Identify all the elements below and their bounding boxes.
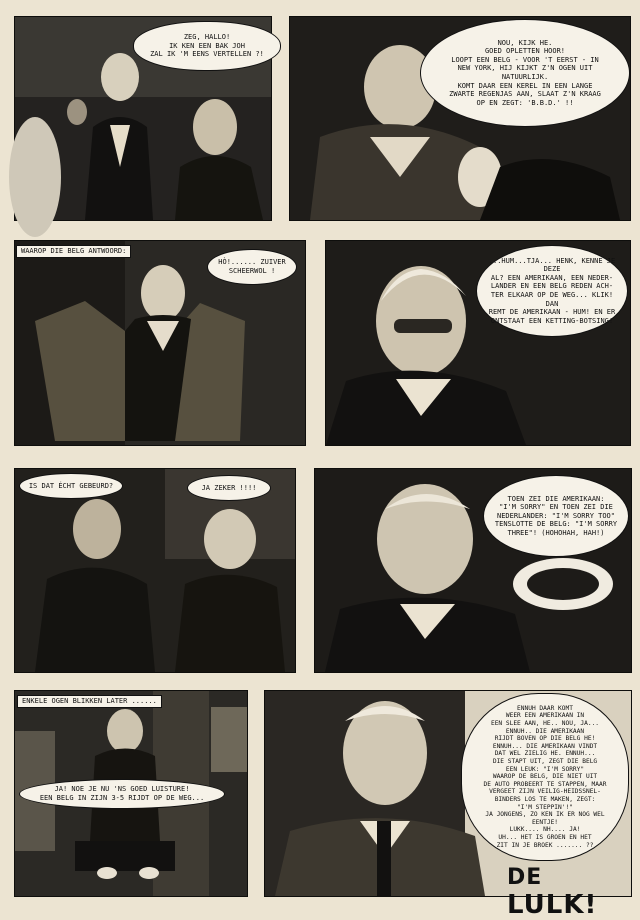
panel-4-photo [325, 240, 631, 446]
speech-bubble: ...HUM...TJA... HENK, KENNE DEZE AL? EEN AMERIKAAN, EEN NEDER- LANDER EN EEN BELG REDEN ACH- TER ELKAAR OP DE WEG... KLIK! DAN REMT DE AMERIKAAN - HUM! EN ER ONTSTAAT EEN KETTING-BOTSING! [476, 245, 628, 337]
narration-caption: WAAROP DIE BELG ANTWOORD: [16, 245, 131, 258]
speech-bubble: HÒ!...... ZUIVER SCHEERWOL ! [207, 249, 297, 285]
panel-5-photo [14, 468, 296, 673]
panel-7-photo [14, 690, 248, 897]
speech-bubble: ENNUH DAAR KOMT WEER EEN AMERIKAAN IN EEN SLEE AAN, HE.. NOU, JA... ENNUH.. DIE AMERIKAAN RIJDT BOVEN OP DIE BELG HE! ENNUH... DIE AMERIKAAN VINDT DAT WEL ZIELIG HE. ENNUH... DIE STAPT UIT, ZEGT DIE BELG EEN LEUK: "I'M SORRY" WAAROP DE BELG, DIE NIET UIT DE AUTO PROBEERT TE STAPPEN, MAAR VERGEET ZIJN VEILIG-HEIDSSNEL- BINDERS LOS TE MAKEN, ZEGT: "I'M STEPPIN'!" JA JONGENS, ZO KEN IK ER NOG WEL EENTJE! LUKK.... NH.... JA! UH... HET IS GROEN EN HET ZIT IN JE BROEK ....... ?? [461, 693, 629, 861]
speech-bubble-left: IS DAT ÉCHT GEBEURD? [19, 473, 123, 499]
panel-5-illustration [15, 469, 295, 672]
speech-bubble: JA! NOE JE NU 'NS GOED LUISTURE! EEN BELG IN ZIJN 3-5 RIJDT OP DE WEG... [19, 779, 225, 809]
narration-caption: ENKELE OGEN BLIKKEN LATER ...... [17, 695, 162, 708]
speech-bubble-right: JA ZEKER !!!! [187, 475, 271, 501]
panel-3-photo [14, 240, 306, 446]
speech-bubble: ZEG, HALLO! IK KEN EEN BAK JOH ZAL IK 'M EENS VERTELLEN ?! [133, 21, 281, 71]
speech-bubble: NOU, KIJK HE. GOED OPLETTEN HOOR! LOOPT EEN BELG - VOOR 'T EERST - IN NEW YORK, HIJ KIJKT Z'N OGEN UIT NATUURLIJK. KOMT DAAR EEN KEREL IN EEN LANGE ZWARTE REGENJAS AAN, SLAAT Z'N KRAAG OP EN ZEGT: 'B.B.D.' !! [420, 19, 630, 127]
panel-2-photo [289, 16, 631, 221]
panel-1-photo [14, 16, 272, 221]
panel-8-photo [264, 690, 632, 920]
panel-6-photo [314, 468, 632, 673]
punchline-word: LULK! [507, 890, 598, 920]
punchline-title [507, 865, 631, 920]
punchline-prefix: DE [507, 865, 543, 890]
speech-bubble: TOEN ZEI DIE AMERIKAAN: "I'M SORRY" EN TOEN ZEI DIE NEDERLANDER: "I'M SORRY TOO" TENSLOTTE DE BELG: "I'M SORRY THREE"! (HOHOHAH, HAH!) [483, 475, 629, 557]
